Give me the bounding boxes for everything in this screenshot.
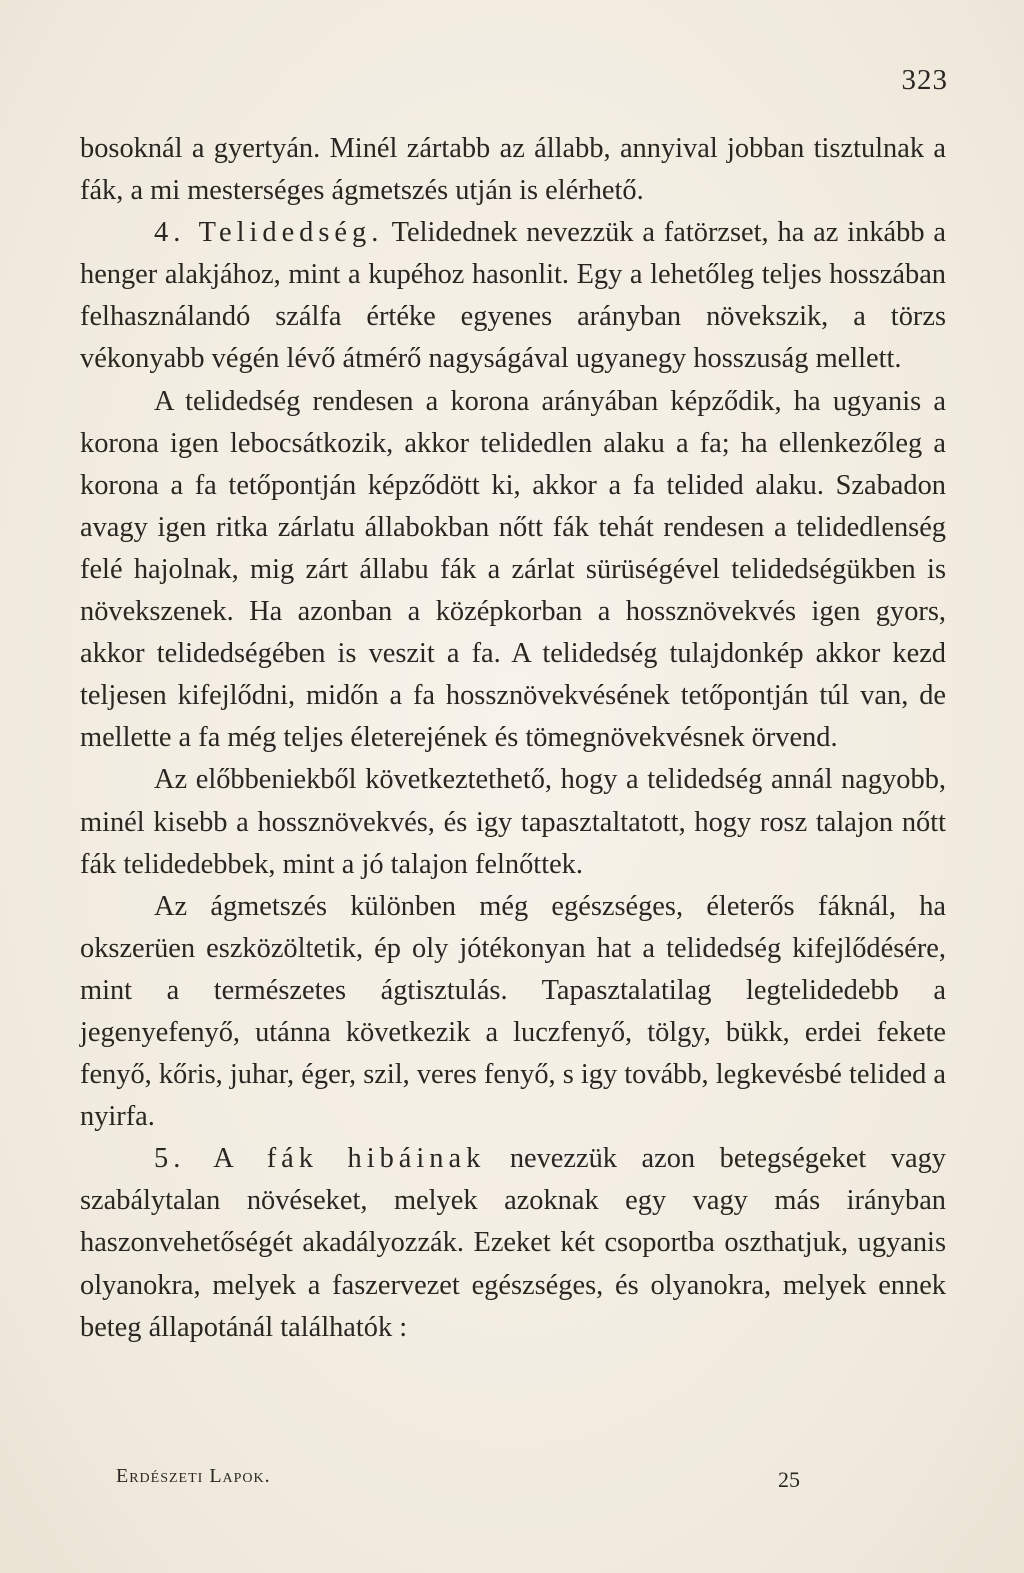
paragraph (80, 759, 946, 885)
paragraph-text: Az ágmetszés különben még egészséges, életerős fáknál, ha okszerüen eszközöltetik, ép oly jótékonyan hat a telidedség kifejlődésére, mint a természetes ágtisztulás. Tapasztalatilag legtelidedebb a jegenyefenyő, utánna következik a luczfenyő, tölgy, bükk, erdei fekete fenyő, kőris, juhar, éger, szil, veres fenyő, s igy tovább, legkevésbé telided a nyirfa. (80, 890, 946, 1133)
paragraph-text: bosoknál a gyertyán. Minél zártabb az állabb, annyival jobban tisztulnak a fák, a mi mesterséges ágmetszés utján is elérhető. (80, 133, 946, 207)
section-heading-fak-hibai: 5. A fák hibáinak (154, 1143, 486, 1175)
body-text (80, 128, 946, 1349)
footer-signature-mark: 25 (778, 1467, 800, 1492)
paragraph-text: A telidedség rendesen a korona arányában képződik, ha ugyanis a korona igen lebocsátkozik, akkor telidedlen alaku a fa; ha ellenkezőleg a korona a fa tetőpontján képződött ki, akkor a fa telided alaku. Szabadon avagy igen ritka zárlatu állabokban nőtt fák tehát rendesen a telidedlenség felé hajolnak, mig zárt állabu fák a zárlat sürüségével telidedségükben is növekszenek. Ha azonban a középkorban a hossznövekvés igen gyors, akkor telidedségében is veszit a fa. A telidedség tulajdonkép akkor kezd teljesen kifejlődni, midőn a fa hossznövekvésének tetőpontján túl van, de mellette a fa még teljes életerejének és tömegnövekvésnek örvend. (80, 385, 946, 754)
paragraph (80, 381, 946, 760)
paragraph (80, 886, 946, 1139)
paragraph-text: Telidednek nevezzük a fatörzset, ha az inkább a henger alakjához, mint a kupéhoz hasonlit. Egy a lehetőleg teljes hosszában felhasználandó szálfa értéke egyenes arányban növekszik, a törzs vékonyabb végén lévő átmérő nagyságával ugyanegy hosszuság mellett. (80, 217, 946, 375)
paragraph (80, 128, 946, 212)
section-heading-telidedseg: 4. Telidedség. (154, 217, 384, 249)
page-number: 323 (901, 64, 948, 96)
paragraph-text: nevezzük azon betegségeket vagy szabálytalan növéseket, melyek azoknak egy vagy más irányban haszonvehetőségét akadályozzák. Ezeket két csoportba oszthatjuk, ugyanis olyanokra, melyek a faszervezet egészséges, és olyanokra, melyek ennek beteg állapotánál találhatók : (80, 1143, 946, 1343)
paragraph-telidedseg (80, 212, 946, 380)
paragraph-text: Az előbbeniekből következtethető, hogy a telidedség annál nagyobb, minél kisebb a hossznövekvés, és igy tapasztaltatott, hogy rosz talajon nőtt fák telidedebbek, mint a jó talajon felnőttek. (80, 764, 946, 880)
paragraph-fak-hibai (80, 1138, 946, 1348)
footer-journal-title: Erdészeti Lapok. (116, 1465, 271, 1487)
